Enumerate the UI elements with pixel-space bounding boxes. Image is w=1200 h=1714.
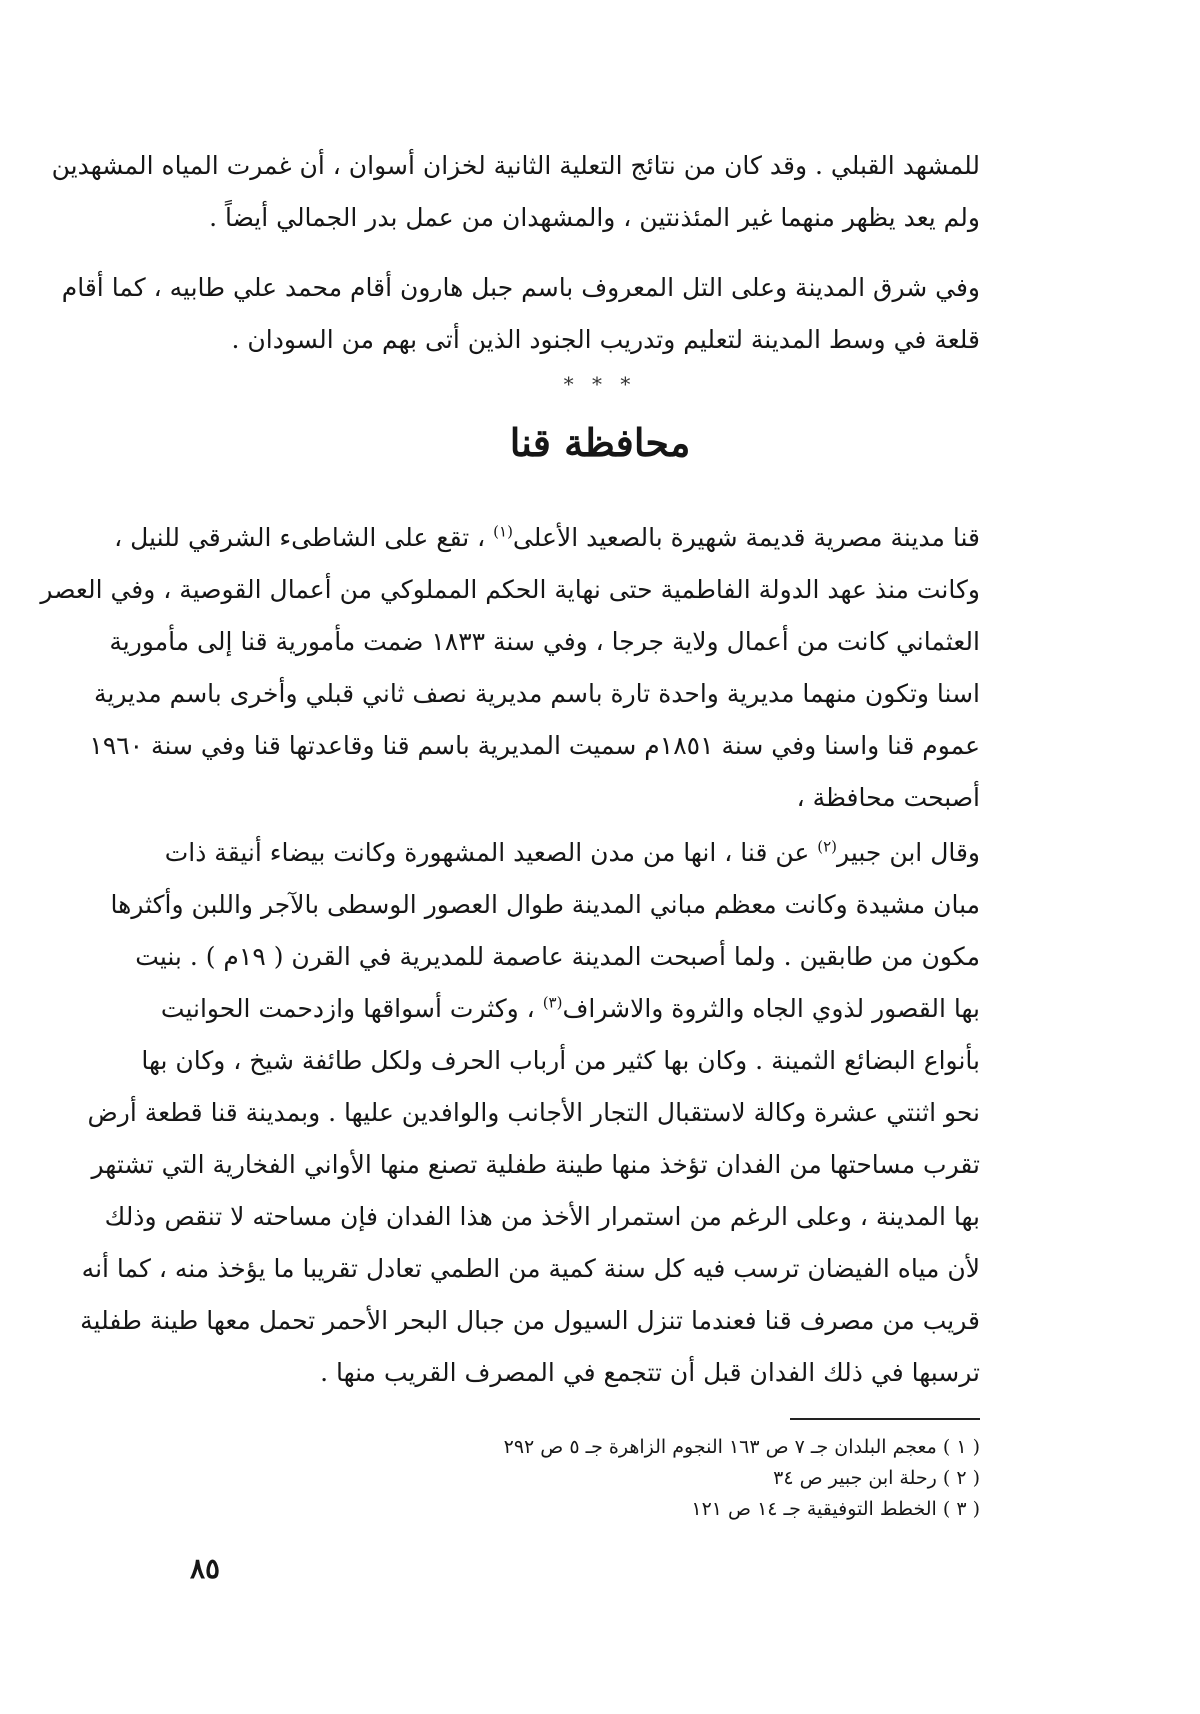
footnote-divider xyxy=(790,1418,980,1420)
footnote-3: ( ٣ ) الخطط التوفيقية جـ ١٤ ص ١٢١ xyxy=(691,1498,980,1520)
text-line: نحو اثنتي عشرة وكالة لاستقبال التجار الأجانب والوافدين عليها . وبمدينة قنا قطعة أرض xyxy=(87,1098,980,1127)
footnotes xyxy=(300,1432,980,1525)
text-line: للمشهد القبلي . وقد كان من نتائج التعلية الثانية لخزان أسوان ، أن غمرت المياه المشهدين xyxy=(51,151,980,180)
paragraph-east-of-city xyxy=(61,262,980,366)
text-line: بها المدينة ، وعلى الرغم من استمرار الأخذ من هذا الفدان فإن مساحته لا تنقص وذلك xyxy=(104,1202,980,1231)
text-line: اسنا وتكون منهما مديرية واحدة تارة باسم مديرية نصف ثاني قبلي وأخرى باسم مديرية xyxy=(94,679,980,708)
paragraph-continuation xyxy=(51,140,980,244)
text-line: بها القصور لذوي الجاه والثروة والاشراف$^{(٣)}$ ، وكثرت أسواقها وازدحمت الحوانيت xyxy=(160,993,980,1023)
text-line: قنا مدينة مصرية قديمة شهيرة بالصعيد الأعلى$^{(١)}$ ، تقع على الشاطىء الشرقي للنيل ، xyxy=(114,522,980,552)
text-line: لأن مياه الفيضان ترسب فيه كل سنة كمية من الطمي تعادل تقريبا ما يؤخذ منه ، كما أنه xyxy=(81,1254,980,1283)
text-line: عموم قنا واسنا وفي سنة ١٨٥١م سميت المديرية باسم قنا وقاعدتها قنا وفي سنة ١٩٦٠ xyxy=(89,731,980,760)
text-line: قريب من مصرف قنا فعندما تنزل السيول من جبال البحر الأحمر تحمل معها طينة طفلية xyxy=(80,1306,980,1335)
paragraph-ibn-jubayr xyxy=(80,827,980,1399)
footnote-marker: (٢) xyxy=(817,837,838,856)
section-separator: * * * xyxy=(563,372,637,396)
page-number: ٨٥ xyxy=(190,1552,221,1585)
text-line: تقرب مساحتها من الفدان تؤخذ منها طينة طفلية تصنع منها الأواني الفخارية التي تشتهر xyxy=(91,1150,980,1179)
text-line: أصبحت محافظة ، xyxy=(796,783,980,812)
text-line: مكون من طابقين . ولما أصبحت المدينة عاصمة للمديرية في القرن ( ١٩م ) . بنيت xyxy=(135,942,980,971)
text-line: مبان مشيدة وكانت معظم مباني المدينة طوال العصور الوسطى بالآجر واللبن وأكثرها xyxy=(110,890,980,919)
text-line: العثماني كانت من أعمال ولاية جرجا ، وفي سنة ١٨٣٣ ضمت مأمورية قنا إلى مأمورية xyxy=(109,627,980,656)
paragraph-qena-intro xyxy=(40,512,980,824)
text-line: ترسبها في ذلك الفدان قبل أن تتجمع في المصرف القريب منها . xyxy=(320,1358,980,1387)
footnote-1: ( ١ ) معجم البلدان جـ ٧ ص ١٦٣ النجوم الزاهرة جـ ٥ ص ٢٩٢ xyxy=(503,1436,980,1458)
text-line: ولم يعد يظهر منهما غير المئذنتين ، والمشهدان من عمل بدر الجمالي أيضاً . xyxy=(209,203,980,232)
footnote-marker: (١) xyxy=(493,522,513,541)
text-line: قلعة في وسط المدينة لتعليم وتدريب الجنود الذين أتى بهم من السودان . xyxy=(231,325,980,354)
text-line: وكانت منذ عهد الدولة الفاطمية حتى نهاية الحكم المملوكي من أعمال القوصية ، وفي العصر xyxy=(40,575,980,604)
text-line: بأنواع البضائع الثمينة . وكان بها كثير من أرباب الحرف ولكل طائفة شيخ ، وكان بها xyxy=(141,1046,980,1075)
footnote-marker: (٣) xyxy=(542,993,563,1012)
text-line: وقال ابن جبير$^{(٢)}$ عن قنا ، انها من مدن الصعيد المشهورة وكانت بيضاء أنيقة ذات xyxy=(164,837,980,867)
footnote-2: ( ٢ ) رحلة ابن جبير ص ٣٤ xyxy=(773,1467,980,1489)
section-heading: محافظة قنا xyxy=(509,420,691,465)
text-line: وفي شرق المدينة وعلى التل المعروف باسم جبل هارون أقام محمد علي طابيه ، كما أقام xyxy=(61,273,980,302)
